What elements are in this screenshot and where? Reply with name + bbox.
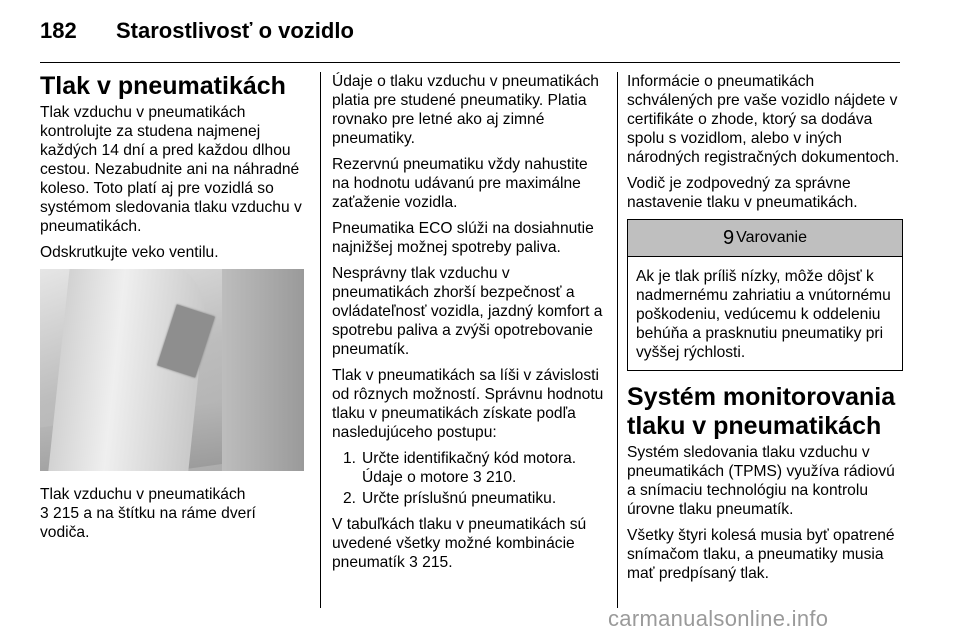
column-3 [627, 72, 903, 590]
column-divider [320, 72, 321, 608]
paragraph: Pneumatika ECO slúži na dosiahnutie najnižšej možnej spotreby paliva. [332, 220, 594, 256]
warning-triangle-icon: 9 [723, 227, 735, 249]
chapter-title: Starostlivosť o vozidlo [116, 18, 354, 43]
paragraph: Vodič je zodpovedný za správne nastavenie tlaku v pneumatikách. [627, 175, 858, 211]
column-2 [332, 72, 604, 579]
reference-arrow-icon: 3 [472, 469, 482, 486]
paragraph: Tlak vzduchu v pneumatikách kontrolujte za studena najmenej každých 14 dní a pred každou dlhou cestou. Nezabudnite ani na náhradné koleso. Toto platí aj pre vozidlá so systémom sledovania tlaku vzduchu v pneumatikách. [40, 104, 302, 235]
section-heading-tpms: Systém monitorovania tlaku v pneumatikách [627, 383, 896, 440]
paragraph: Nesprávny tlak vzduchu v pneumatikách zhorší bezpečnosť a ovládateľnosť vozidla, jazdný komfort a spotrebu paliva a zvýši opotrebovanie pneumatík. [332, 265, 603, 358]
list-item: 2. Určte príslušnú pneumatiku. [342, 490, 557, 507]
column-1 [40, 72, 304, 549]
paragraph: Tlak v pneumatikách sa líši v závislosti od rôznych možností. Správnu hodnotu tlaku v pneumatikách získate podľa nasledujúceho postupu: [332, 367, 604, 441]
reference-arrow-icon: 3 [409, 554, 418, 571]
paragraph: Informácie o pneumatikách schválených pre vaše vozidlo nájdete v certifikáte o zhode, ktorý sa dodáva spolu s vozidlom, alebo v iných národných registračných dokumentoch. [627, 73, 900, 166]
warning-box [627, 219, 903, 371]
figure-caption: Tlak vzduchu v pneumatikách 3 215 a na štítku na ráme dverí vodiča. [40, 486, 256, 541]
list-item: 1. Určte identifikačný kód motora. Údaje o motore 3 210. [342, 450, 577, 486]
door-edge-shape [222, 269, 304, 471]
paragraph: Rezervnú pneumatiku vždy nahustite na hodnotu udávanú pre maximálne zaťaženie vozidla. [332, 156, 588, 211]
paragraph: Všetky štyri kolesá musia byť opatrené snímačom tlaku, a pneumatiky musia mať predpísaný tlak. [627, 527, 895, 582]
column-divider [617, 72, 618, 608]
paragraph: V tabuľkách tlaku v pneumatikách sú uvedené všetky možné kombinácie pneumatík 3 215. [332, 516, 587, 571]
paragraph: Údaje o tlaku vzduchu v pneumatikách platia pre studené pneumatiky. Platia rovnako pre letné ako aj zimné pneumatiky. [332, 73, 599, 147]
door-frame-label-illustration [40, 269, 304, 471]
reference-arrow-icon: 3 [40, 505, 49, 522]
page-number: 182 [40, 18, 77, 43]
paragraph: Odskrutkujte veko ventilu. [40, 244, 219, 261]
watermark: carmanualsonline.info [608, 606, 829, 631]
warning-header [628, 220, 902, 257]
section-heading-tire-pressure: Tlak v pneumatikách [40, 72, 286, 100]
numbered-list [332, 449, 604, 508]
warning-text: Ak je tlak príliš nízky, môže dôjsť k nadmernému zahriatiu a vnútornému poškodeniu, vedúcemu k oddeleniu behúňa a prasknutiu pneumatiky pri vyššej rýchlosti. [636, 268, 891, 361]
warning-title: Varovanie [736, 229, 807, 246]
paragraph: Systém sledovania tlaku vzduchu v pneumatikách (TPMS) využíva rádiovú a snímaciu technológiu na kontrolu úrovne tlaku pneumatík. [627, 444, 895, 518]
page-header [40, 12, 900, 63]
